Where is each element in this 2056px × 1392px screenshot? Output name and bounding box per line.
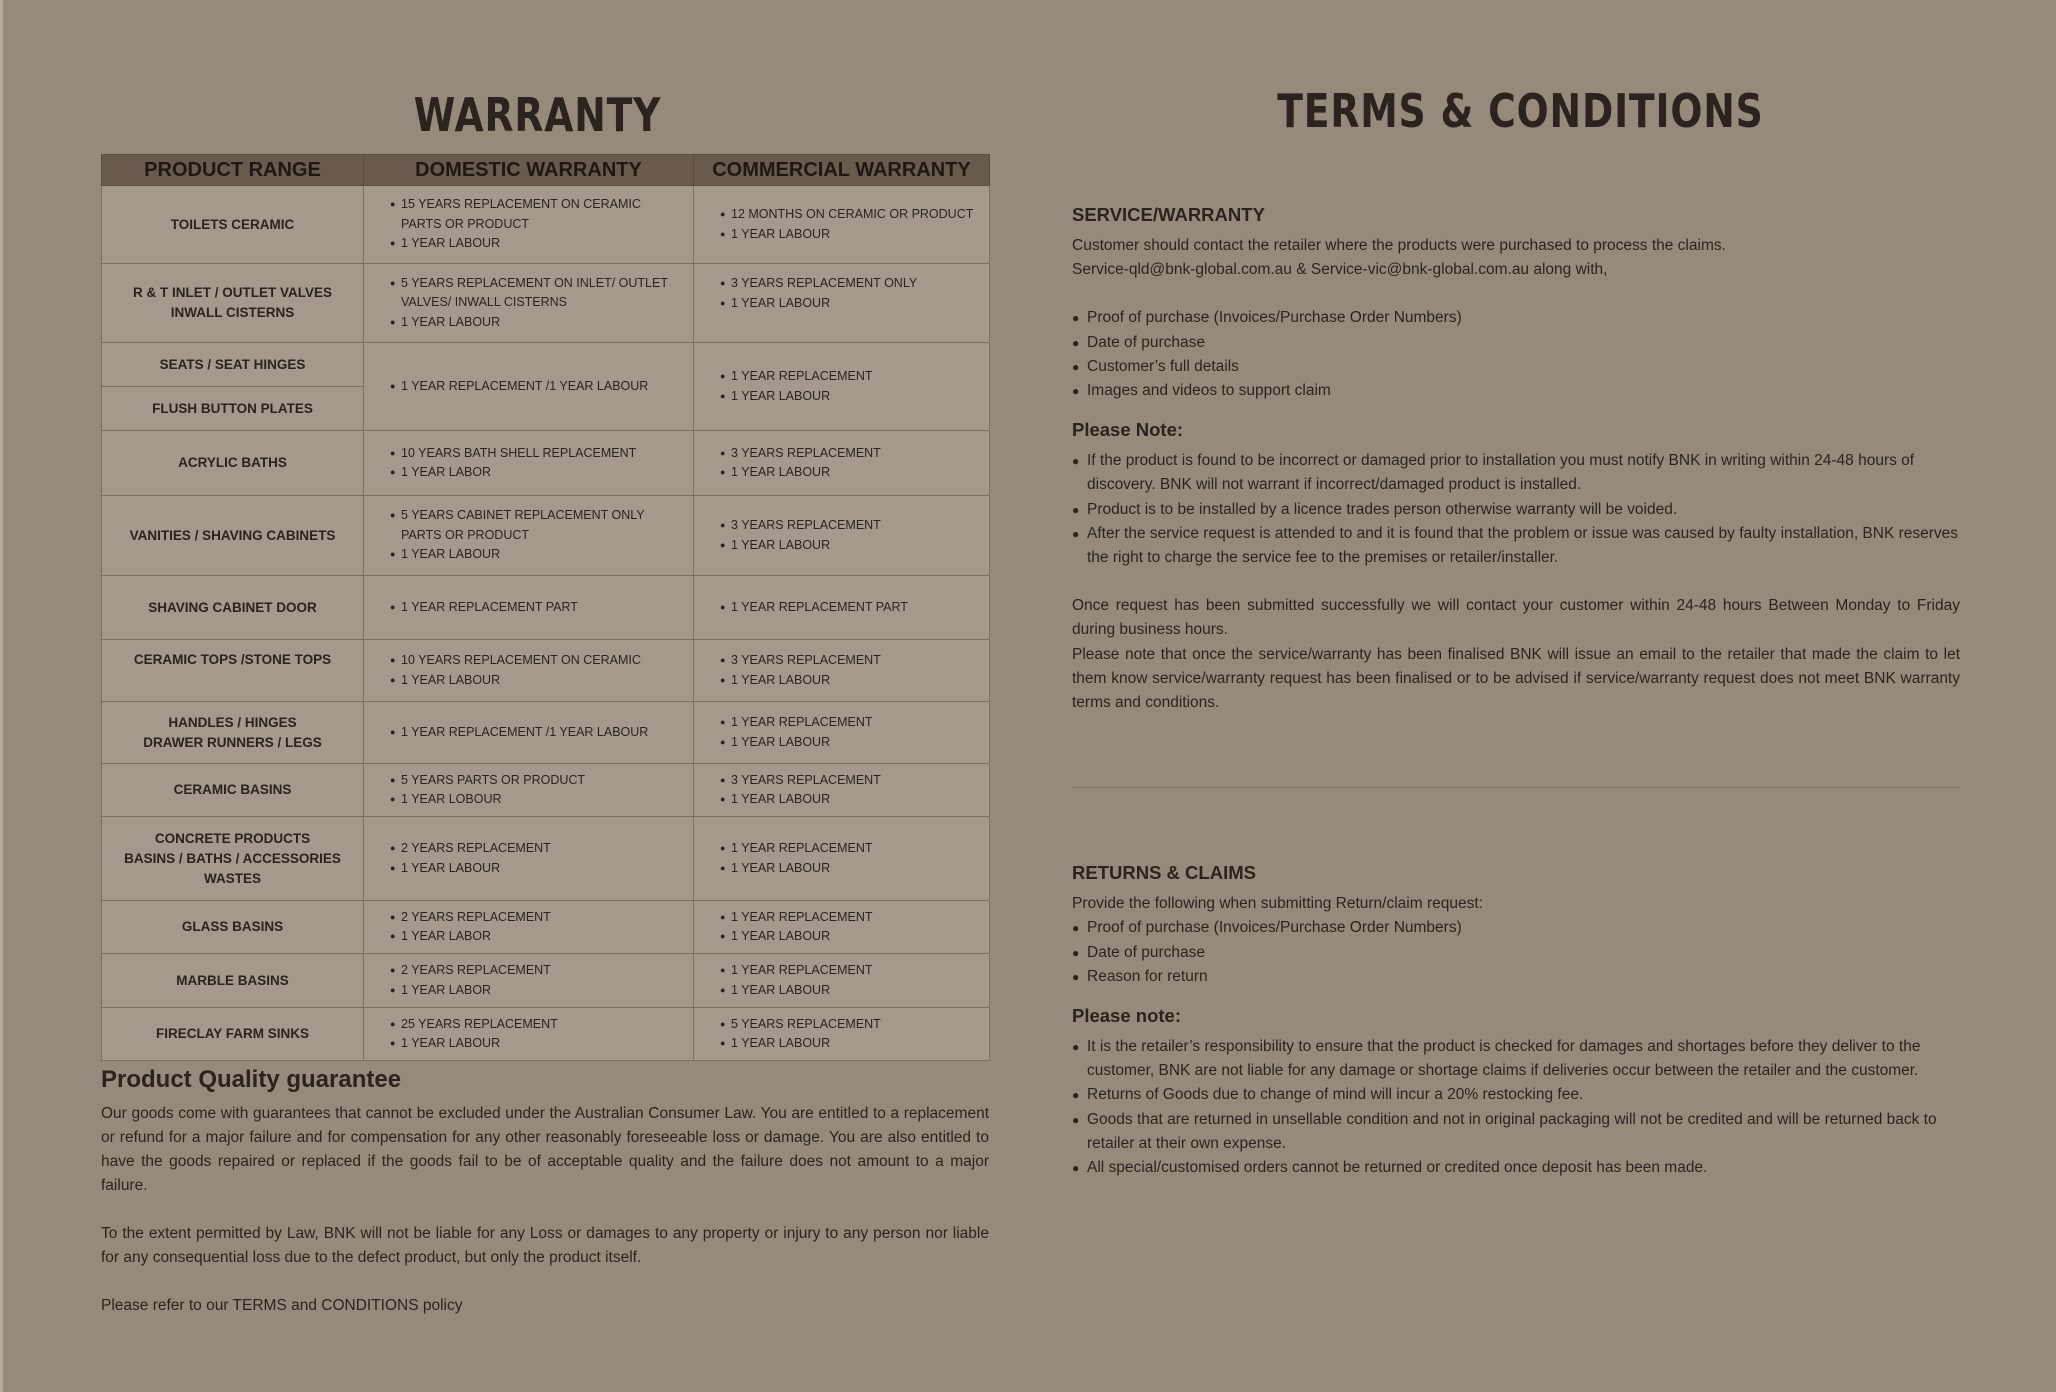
warranty-term: ● 1 YEAR LABOUR bbox=[731, 790, 979, 810]
product-cell bbox=[102, 640, 364, 702]
spacer bbox=[1072, 570, 1960, 594]
warranty-term: ● 1 YEAR LABOUR bbox=[731, 927, 979, 947]
returns-note-title: Please note: bbox=[1072, 1005, 1181, 1027]
returns-requirements-list bbox=[1072, 916, 1960, 989]
table-row bbox=[102, 264, 990, 343]
product-name: FLUSH BUTTON PLATES bbox=[102, 386, 363, 430]
terms-title: TERMS & CONDITIONS bbox=[1277, 84, 1764, 138]
product-name: SEATS / SEAT HINGES bbox=[159, 356, 306, 372]
domestic-cell bbox=[364, 901, 694, 954]
product-name: TOILETS CERAMIC bbox=[170, 216, 295, 232]
service-closing-paragraph: Please note that once the service/warranty has been finalised BNK will issue an email to the retailer that made the claim to let them know service/warranty request has been finalised or to be advised if service/warranty request does not meet BNK warranty terms and conditions. bbox=[1072, 645, 1960, 712]
warranty-term: ● 1 YEAR LABOUR bbox=[731, 733, 979, 753]
warranty-term: ● 12 MONTHS ON CERAMIC OR PRODUCT bbox=[731, 205, 979, 225]
product-name: MARBLE BASINS bbox=[176, 972, 289, 988]
product-cell bbox=[102, 343, 364, 431]
product-name: FIRECLAY FARM SINKS bbox=[155, 1026, 310, 1041]
table-row bbox=[102, 186, 990, 264]
table-row bbox=[102, 954, 990, 1008]
spacer bbox=[1072, 788, 1960, 860]
warranty-term: ● 3 YEARS REPLACEMENT bbox=[731, 771, 979, 791]
returns-intro: Provide the following when submitting Return/claim request: bbox=[1072, 895, 1483, 913]
product-quality-section bbox=[101, 1066, 989, 1342]
product-cell bbox=[102, 431, 364, 496]
domestic-cell bbox=[364, 954, 694, 1008]
service-closing-paragraph: Once request has been submitted successfully we will contact your customer within 24-48 hours Between Monday to Friday during business hours. bbox=[1072, 597, 1960, 639]
warranty-term: ● 1 YEAR LABOR bbox=[401, 981, 683, 1001]
table-row bbox=[102, 576, 990, 640]
product-cell bbox=[102, 817, 364, 901]
commercial-cell bbox=[694, 640, 990, 702]
warranty-term: ● 1 YEAR REPLACEMENT bbox=[731, 367, 979, 387]
service-intro-line: Customer should contact the retailer where the products were purchased to process the claims. bbox=[1072, 237, 1726, 254]
domestic-cell bbox=[364, 431, 694, 496]
warranty-term: ● 5 YEARS REPLACEMENT bbox=[731, 1015, 979, 1035]
warranty-term: ● 1 YEAR LOBOUR bbox=[401, 790, 683, 810]
warranty-term: ● 10 YEARS REPLACEMENT ON CERAMIC bbox=[401, 651, 683, 671]
warranty-term: ● 1 YEAR LABOUR bbox=[731, 981, 979, 1001]
warranty-term: ● 1 YEAR LABOUR bbox=[731, 225, 979, 245]
domestic-cell bbox=[364, 343, 694, 431]
warranty-term: ● 10 YEARS BATH SHELL REPLACEMENT bbox=[401, 444, 683, 464]
table-row bbox=[102, 343, 990, 431]
warranty-term: ● 1 YEAR LABOUR bbox=[731, 859, 979, 879]
warranty-term: ● 2 YEARS REPLACEMENT bbox=[401, 961, 683, 981]
product-name: CERAMIC TOPS /STONE TOPS bbox=[133, 652, 332, 667]
warranty-term: ● 25 YEARS REPLACEMENT bbox=[401, 1015, 683, 1035]
table-row bbox=[102, 431, 990, 496]
warranty-term: ● 5 YEARS REPLACEMENT ON INLET/ OUTLET VALVES/ INWALL CISTERNS bbox=[401, 274, 683, 313]
service-warranty-title: SERVICE/WARRANTY bbox=[1072, 204, 1265, 225]
commercial-cell bbox=[694, 186, 990, 264]
product-name: GLASS BASINS bbox=[181, 919, 284, 934]
warranty-term: ● 1 YEAR LABOR bbox=[401, 927, 683, 947]
warranty-term: ● 1 YEAR LABOUR bbox=[731, 536, 979, 556]
warranty-term: ● 2 YEARS REPLACEMENT bbox=[401, 908, 683, 928]
warranty-term: ● 1 YEAR LABOUR bbox=[401, 313, 683, 333]
list-item: ● Images and videos to support claim bbox=[1087, 379, 1960, 403]
product-name: BASINS / BATHS / ACCESSORIES bbox=[124, 850, 341, 866]
warranty-term: ● 1 YEAR LABOUR bbox=[731, 294, 979, 314]
product-name: WASTES bbox=[203, 870, 261, 886]
warranty-term: ● 1 YEAR LABOUR bbox=[731, 463, 979, 483]
product-quality-title: Product Quality guarantee bbox=[101, 1066, 402, 1093]
service-notes-list bbox=[1072, 449, 1960, 570]
product-name: HANDLES / HINGES bbox=[168, 714, 297, 730]
table-row bbox=[102, 496, 990, 576]
list-item: ● It is the retailer’s responsibility to ensure that the product is checked for damages and shortages before they deliver to the customer, BNK are not liable for any damage or shortage claims if deliveries occur between the retailer and the customer. bbox=[1087, 1035, 1960, 1083]
list-item: ● Date of purchase bbox=[1087, 331, 1960, 355]
product-cell bbox=[102, 764, 364, 817]
domestic-cell bbox=[364, 186, 694, 264]
returns-claims-title: RETURNS & CLAIMS bbox=[1072, 862, 1256, 884]
product-cell bbox=[102, 496, 364, 576]
returns-notes-list bbox=[1072, 1035, 1960, 1180]
warranty-term: ● 1 YEAR LABOUR bbox=[401, 671, 683, 691]
list-item: ● Date of purchase bbox=[1087, 941, 1960, 965]
product-name: INWALL CISTERNS bbox=[170, 305, 295, 320]
warranty-term: ● 1 YEAR LABOR bbox=[401, 463, 683, 483]
domestic-cell bbox=[364, 496, 694, 576]
table-row bbox=[102, 901, 990, 954]
warranty-term: ● 5 YEARS CABINET REPLACEMENT ONLY PARTS OR PRODUCT bbox=[401, 506, 683, 545]
warranty-term: ● 5 YEARS PARTS OR PRODUCT bbox=[401, 771, 683, 791]
domestic-cell bbox=[364, 817, 694, 901]
list-item: ● Proof of purchase (Invoices/Purchase Order Numbers) bbox=[1087, 916, 1960, 940]
warranty-term: ● 3 YEARS REPLACEMENT ONLY bbox=[731, 274, 979, 294]
domestic-cell bbox=[364, 1008, 694, 1061]
commercial-cell bbox=[694, 431, 990, 496]
quality-paragraph: Please refer to our TERMS and CONDITIONS policy bbox=[101, 1297, 463, 1314]
warranty-term: ● 1 YEAR LABOUR bbox=[731, 671, 979, 691]
warranty-term: ● 1 YEAR LABOUR bbox=[401, 545, 683, 565]
warranty-term: ● 1 YEAR LABOUR bbox=[731, 1034, 979, 1054]
spacer bbox=[1072, 282, 1960, 306]
commercial-cell bbox=[694, 576, 990, 640]
product-name: ACRYLIC BATHS bbox=[178, 455, 287, 470]
service-requirements-list bbox=[1072, 306, 1960, 403]
warranty-term: ● 1 YEAR REPLACEMENT PART bbox=[401, 598, 683, 618]
product-cell bbox=[102, 702, 364, 764]
product-cell bbox=[102, 901, 364, 954]
list-item: ● After the service request is attended to and it is found that the problem or issue was caused by faulty installation, BNK reserves the right to charge the service fee to the premises or retailer/installer. bbox=[1087, 522, 1960, 570]
list-item: ● Returns of Goods due to change of mind will incur a 20% restocking fee. bbox=[1087, 1083, 1960, 1107]
table-row bbox=[102, 1008, 990, 1061]
warranty-term: ● 1 YEAR REPLACEMENT bbox=[731, 961, 979, 981]
product-cell bbox=[102, 954, 364, 1008]
warranty-term: ● 1 YEAR REPLACEMENT PART bbox=[731, 598, 979, 618]
product-cell bbox=[102, 1008, 364, 1061]
product-cell bbox=[102, 576, 364, 640]
warranty-term: ● 3 YEARS REPLACEMENT bbox=[731, 516, 979, 536]
table-row bbox=[102, 764, 990, 817]
warranty-term: ● 1 YEAR REPLACEMENT bbox=[731, 713, 979, 733]
domestic-cell bbox=[364, 702, 694, 764]
warranty-term: ● 1 YEAR REPLACEMENT /1 YEAR LABOUR bbox=[401, 377, 683, 397]
warranty-title: WARRANTY bbox=[413, 88, 662, 142]
warranty-table-header bbox=[102, 155, 990, 186]
warranty-term: ● 3 YEARS REPLACEMENT bbox=[731, 651, 979, 671]
warranty-term: ● 1 YEAR LABOUR bbox=[401, 234, 683, 254]
warranty-term: ● 1 YEAR REPLACEMENT /1 YEAR LABOUR bbox=[401, 723, 683, 743]
warranty-term: ● 1 YEAR LABOUR bbox=[731, 387, 979, 407]
list-item: ● Proof of purchase (Invoices/Purchase Order Numbers) bbox=[1087, 306, 1960, 330]
terms-section bbox=[1072, 202, 1960, 1180]
list-item: ● All special/customised orders cannot be returned or credited once deposit has been made. bbox=[1087, 1156, 1960, 1180]
table-row bbox=[102, 640, 990, 702]
product-name: DRAWER RUNNERS / LEGS bbox=[143, 734, 322, 750]
domestic-cell bbox=[364, 264, 694, 343]
header-domestic-warranty: DOMESTIC WARRANTY bbox=[364, 155, 694, 186]
commercial-cell bbox=[694, 764, 990, 817]
warranty-table bbox=[101, 154, 990, 1061]
warranty-term: ● 3 YEARS REPLACEMENT bbox=[731, 444, 979, 464]
domestic-cell bbox=[364, 576, 694, 640]
product-name: SHAVING CABINET DOOR bbox=[148, 599, 317, 615]
product-name: CONCRETE PRODUCTS bbox=[154, 830, 311, 846]
product-name: VANITIES / SHAVING CABINETS bbox=[129, 527, 336, 543]
commercial-cell bbox=[694, 1008, 990, 1061]
product-cell bbox=[102, 186, 364, 264]
service-intro-line: Service-qld@bnk-global.com.au & Service-vic@bnk-global.com.au along with, bbox=[1072, 261, 1608, 279]
header-commercial-warranty: COMMERCIAL WARRANTY bbox=[694, 155, 990, 186]
list-item: ● If the product is found to be incorrect or damaged prior to installation you must notify BNK in writing within 24-48 hours of discovery. BNK will not warrant if incorrect/damaged product is installed. bbox=[1087, 449, 1960, 497]
warranty-term: ● 2 YEARS REPLACEMENT bbox=[401, 839, 683, 859]
commercial-cell bbox=[694, 817, 990, 901]
spacer bbox=[1072, 715, 1960, 787]
product-name: R & T INLET / OUTLET VALVES bbox=[133, 285, 332, 300]
commercial-cell bbox=[694, 702, 990, 764]
service-note-title: Please Note: bbox=[1072, 419, 1184, 441]
commercial-cell bbox=[694, 496, 990, 576]
warranty-term: ● 15 YEARS REPLACEMENT ON CERAMIC PARTS OR PRODUCT bbox=[401, 195, 683, 234]
table-row bbox=[102, 702, 990, 764]
domestic-cell bbox=[364, 640, 694, 702]
page-edge bbox=[0, 0, 3, 1392]
warranty-term: ● 1 YEAR REPLACEMENT bbox=[731, 908, 979, 928]
warranty-term: ● 1 YEAR LABOUR bbox=[401, 1034, 683, 1054]
product-cell bbox=[102, 264, 364, 343]
list-item: ● Product is to be installed by a licence trades person otherwise warranty will be voided. bbox=[1087, 498, 1960, 522]
header-product-range: PRODUCT RANGE bbox=[102, 155, 364, 186]
list-item: ● Reason for return bbox=[1087, 965, 1960, 989]
warranty-term: ● 1 YEAR REPLACEMENT bbox=[731, 839, 979, 859]
commercial-cell bbox=[694, 343, 990, 431]
product-name: CERAMIC BASINS bbox=[173, 782, 292, 797]
warranty-term: ● 1 YEAR LABOUR bbox=[401, 859, 683, 879]
domestic-cell bbox=[364, 764, 694, 817]
commercial-cell bbox=[694, 954, 990, 1008]
list-item: ● Goods that are returned in unsellable condition and not in original packaging will not be credited and will be returned back to retailer at their own expense. bbox=[1087, 1108, 1960, 1156]
table-row bbox=[102, 817, 990, 901]
list-item: ● Customer’s full details bbox=[1087, 355, 1960, 379]
quality-paragraph: Our goods come with guarantees that cannot be excluded under the Australian Consumer Law. You are entitled to a replacement or refund for a major failure and for compensation for any other reasonably foreseeable loss or damage. You are also entitled to have the goods repaired or replaced if the goods fail to be of acceptable quality and the failure does not amount to a major failure. bbox=[101, 1105, 989, 1194]
commercial-cell bbox=[694, 901, 990, 954]
commercial-cell bbox=[694, 264, 990, 343]
quality-paragraph: To the extent permitted by Law, BNK will not be liable for any Loss or damages to any property or injury to any person nor liable for any consequential loss due to the defect product, but only the product itself. bbox=[101, 1225, 989, 1266]
